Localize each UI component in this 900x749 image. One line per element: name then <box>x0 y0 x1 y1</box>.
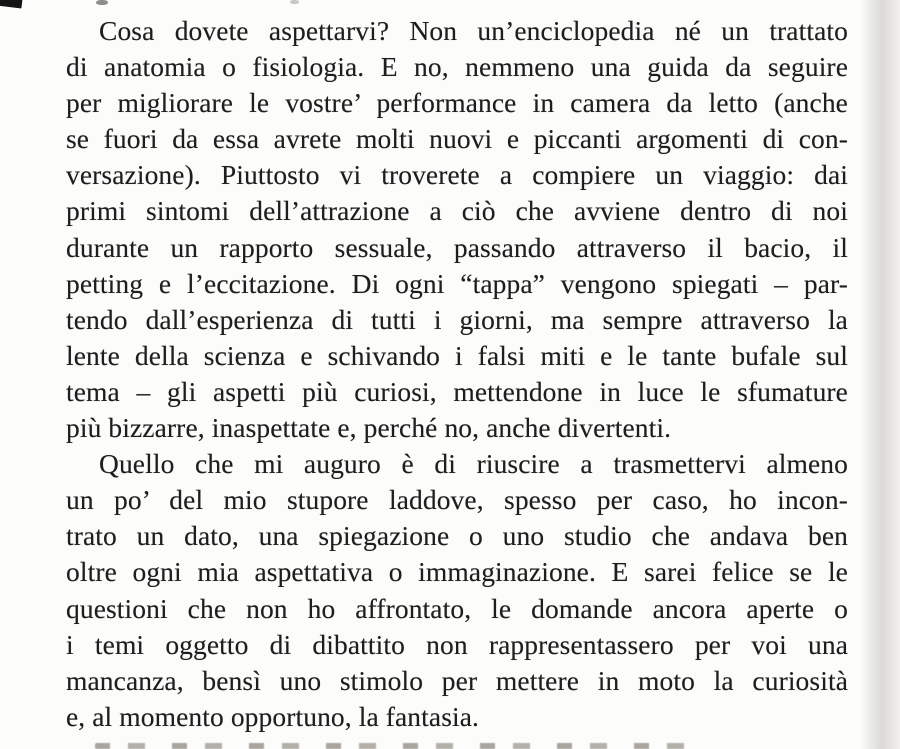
text-line: più bizzarre, inaspettate e, perché no, anche divertenti. <box>66 412 672 444</box>
text-line: tema – gli aspetti più curiosi, mettendone in luce le sfumature <box>66 375 848 407</box>
body-text <box>66 13 848 735</box>
text-line: primi sintomi dell’attrazione a ciò che avviene dentro di noi <box>66 195 848 227</box>
text-line: Quello che mi auguro è di riuscire a trasmettervi almeno <box>99 448 848 480</box>
text-line: lente della scienza e schivando i falsi miti e le tante bufale sul <box>66 339 848 371</box>
text-line: e, al momento opportuno, la fantasia. <box>66 700 480 732</box>
scan-artifact-cutoff-next-line <box>95 743 693 749</box>
text-line: i temi oggetto di dibattito non rappresentassero per voi una <box>66 628 848 660</box>
scan-artifact-corner-mark <box>0 0 22 9</box>
text-line: di anatomia o fisiologia. E no, nemmeno una guida da seguire <box>66 51 848 83</box>
text-line: versazione). Piuttosto vi troverete a compiere un viaggio: dai <box>66 159 848 191</box>
text-line: questioni che non ho affrontato, le domande ancora aperte o <box>66 592 848 624</box>
text-line: se fuori da essa avrete molti nuovi e piccanti argomenti di con- <box>66 123 848 155</box>
text-line: durante un rapporto sessuale, passando attraverso il bacio, il <box>66 231 848 263</box>
text-line: un po’ del mio stupore laddove, spesso per caso, ho incon- <box>66 484 848 516</box>
page-edge-shadow <box>860 0 900 749</box>
text-line: mancanza, bensì uno stimolo per mettere in moto la curiosità <box>66 664 848 696</box>
text-line: per migliorare le vostre’ performance in camera da letto (anche <box>66 87 848 119</box>
text-line: Cosa dovete aspettarvi? Non un’enciclopedia né un trattato <box>99 15 848 46</box>
scan-artifact-dot <box>96 0 108 5</box>
text-line: trato un dato, una spiegazione o uno studio che andava ben <box>66 520 848 552</box>
text-line: oltre ogni mia aspettativa o immaginazione. E sarei felice se le <box>66 556 848 588</box>
text-line: tendo dall’esperienza di tutti i giorni, ma sempre attraverso la <box>66 303 848 335</box>
text-line: petting e l’eccitazione. Di ogni “tappa” vengono spiegati – par- <box>66 267 848 299</box>
scan-artifact-dot <box>290 0 299 4</box>
